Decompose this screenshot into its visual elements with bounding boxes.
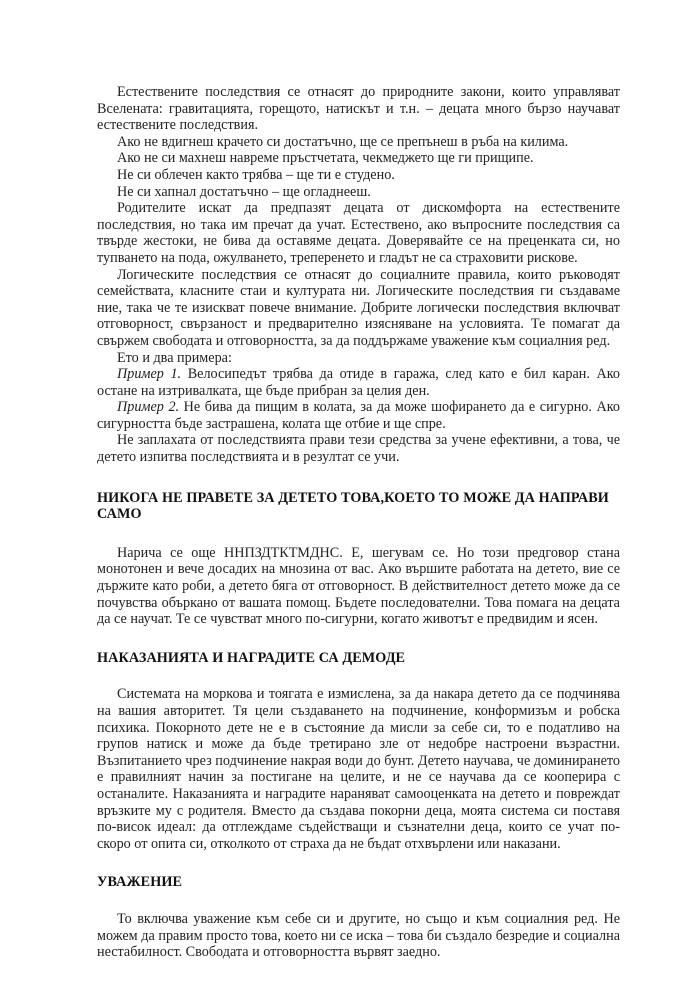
paragraph: Ако не вдигнеш крачето си достатъчно, ще се препънеш в ръба на килима. xyxy=(117,133,569,150)
paragraph: Не заплахата от последствията прави тези средства за учене ефективни, а това, че детето изпитва последствията и в резултат се учи. xyxy=(97,432,620,466)
example-1 xyxy=(97,366,620,399)
paragraph: Не си облечен както трябва – ще ти е студено. xyxy=(117,166,395,183)
paragraph: Системата на моркова и тоягата е измислена, за да накара детето да се подчинява на вашия авторитет. Тя цели създаването на подчинение, конформизъм и робска психика. Покорното дете не е в състояние да мисли за себе си, то е податливо на групов натиск и може да бъде третирано зле от недобре настроени възрастни. Възпитанието чрез подчинение накрая води до бунт. Детето научава, че доминирането е правилният начин за постигане на целите, и не се научава да се кооперира с останалите. Наказанията и наградите нараняват самооценката на детето и повреждат връзките му с родителя. Вместо да създава покорни деца, моята система си поставя по-висок идеал: да отглеждаме съдействащи и съзнателни деца, които се учат по-скоро от опита си, отколкото от страха да не бъдат отхвърлени или наказани. xyxy=(97,686,620,852)
example-2-label: Пример 2. xyxy=(117,399,180,416)
example-1-text: Велосипедът трябва да отиде в гаража, след като е бил каран. Ако остане на изтривалката, ще бъде прибран за целия ден. xyxy=(97,366,620,399)
paragraph: То включва уважение към себе си и другите, но също и към социалния ред. Не можем да правим просто това, което ни се иска – това би създало безредие и социална нестабилност. Свободата и отговорността вървят заедно. xyxy=(97,910,620,961)
section-heading: НАКАЗАНИЯТА И НАГРАДИТЕ СА ДЕМОДЕ xyxy=(97,649,406,666)
example-1-label: Пример 1. xyxy=(117,366,182,383)
paragraph: Естествените последствия се отнасят до природните закони, които управляват Вселената: гравитацията, горещото, натискът и т.н. – децата много бързо научават естествените последствия. xyxy=(97,84,620,134)
paragraph: Ако не си махнеш навреме пръстчетата, чекмеджето ще ги прищипе. xyxy=(117,150,534,167)
paragraph: Логическите последствия се отнасят до социалните правила, които ръководят семействата, класните стаи и културата ни. Логическите последствия ги създаваме ние, така че те изискват повече внимание. Добрите логически последствия включват отговорност, свързаност и предварително изясняване на условията. Те помагат да свържем свободата и отговорността, за да поддържаме уважение към социалния ред. xyxy=(97,266,620,349)
paragraph: Ето и два примера: xyxy=(117,349,232,366)
document-page xyxy=(97,84,620,961)
paragraph: Не си хапнал достатъчно – ще огладнееш. xyxy=(117,183,371,200)
example-2 xyxy=(97,399,620,432)
example-2-text: Не бива да пищим в колата, за да може шофирането да е сигурно. Ако сигурността бъде застрашена, колата ще отбие и ще спре. xyxy=(97,399,620,432)
paragraph: Нарича се още ННПЗДТКТМДНС. Е, шегувам се. Но този предговор стана монотонен и вече досадих на мнозина от вас. Ако вършите работата на детето, вие се държите като роби, а детето бяга от отговорност. В действителност детето може да се почувства объркано от вашата помощ. Бъдете последователни. Това помага на децата да се научат. Те се чувстват много по-сигурни, когато животът е предвидим и ясен. xyxy=(97,544,620,628)
paragraph: Родителите искат да предпазят децата от дискомфорта на естествените последствия, но така им пречат да учат. Естествено, ако въпросните последствия са твърде жестоки, не бива да оставяме децата. Доверявайте се на преценката си, но тупването на пода, ожулването, треперенето и гладът не са страховити рискове. xyxy=(97,200,620,266)
section-heading: НИКОГА НЕ ПРАВЕТЕ ЗА ДЕТЕТО ТОВА,КОЕТО ТО МОЖЕ ДА НАПРАВИ САМО xyxy=(97,489,609,523)
section-heading: УВАЖЕНИЕ xyxy=(97,874,183,891)
